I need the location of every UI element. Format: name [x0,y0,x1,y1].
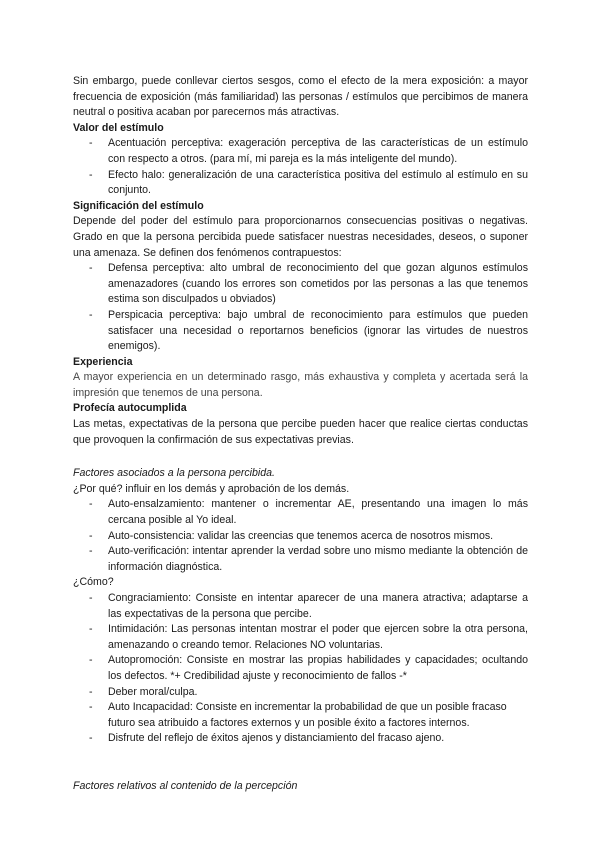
spacer [73,747,528,779]
list-item: - Auto-verificación: intentar aprender la verdad sobre uno mismo mediante la obtención de información diagnóstica. [89,545,528,573]
experiencia-paragraph: A mayor experiencia en un determinado rasgo, más exhaustiva y completa y acertada será la impresión que tenemos de una persona. [73,371,528,399]
dash-bullet: - [89,701,93,714]
section-title-contenido-percepcion: Factores relativos al contenido de la percepción [73,779,298,792]
section-title-persona-percibida: Factores asociados a la persona percibida. [73,467,275,480]
intro-paragraph: Sin embargo, puede conllevar ciertos sesgos, como el efecto de la mera exposición: a mayor frecuencia de exposición (más familiaridad) las personas / estímulos que percibimos de manera neutral o positiva acaban por parecernos más atractivas. [73,75,528,119]
dash-bullet: - [89,623,93,636]
dash-bullet: - [89,732,93,745]
why-list [73,497,528,575]
heading-valor-estimulo: Valor del estímulo [73,121,164,134]
dash-bullet: - [89,529,93,542]
list-item: - Disfrute del reflejo de éxitos ajenos y distanciamiento del fracaso ajeno. [73,731,528,747]
dash-bullet: - [89,308,93,321]
dash-bullet: - [89,685,93,698]
heading-significacion: Significación del estímulo [73,199,204,212]
dash-bullet: - [89,262,93,275]
list-item: - Acentuación perceptiva: exageración perceptiva de las características de un estímulo con respecto a otros. (para mí, mi pareja es la más inteligente del mundo). [89,137,528,165]
dash-bullet: - [89,498,93,511]
dash-bullet: - [89,592,93,604]
how-list [73,591,528,747]
significacion-paragraph: Depende del poder del estímulo para proporcionarnos consecuencias positivas o negativas. Grado en que la persona percibida puede satisfacer nuestras necesidades, deseos, o suponer una amenaza. Se definen dos fenómenos contrapuestos: [73,215,528,259]
list-item: - Auto-consistencia: validar las creencias que tenemos acerca de nosotros mismos. [73,529,528,545]
heading-profecia: Profecía autocumplida [73,402,187,415]
list-item: - Auto Incapacidad: Consiste en incrementar la probabilidad de que un posible fracaso futuro sea atribuido a factores externos y un posible éxito a factores internos. [89,701,507,729]
list-item: - Congraciamiento: Consiste en intentar aparecer de una manera atractiva; adaptarse a las expectativas de la persona que percibe. [89,592,528,620]
list-item: - Efecto halo: generalización de una característica positiva del estímulo al estímulo en su conjunto. [89,168,528,197]
valor-list [73,136,528,198]
how-line: ¿Cómo? [73,576,114,589]
list-item: - Deber moral/culpa. [73,685,528,701]
list-item: - Perspicacia perceptiva: bajo umbral de reconocimiento para estímulos que pueden satisfacer una necesidad o reportarnos beneficios (ignorar las virtudes de nuestros enemigos). [89,308,528,353]
dash-bullet: - [89,545,93,558]
significacion-list [73,261,528,355]
list-item: - Intimidación: Las personas intentan mostrar el poder que ejercen sobre la otra persona, amenazando o creando temor. Relaciones NO voluntarias. [89,623,528,651]
profecia-paragraph: Las metas, expectativas de la persona que percibe pueden hacer que realice ciertas conductas que provoquen la confirmación de sus expectativas previas. [73,418,528,446]
document-page [73,74,528,795]
dash-bullet: - [89,168,93,181]
dash-bullet: - [89,654,93,667]
list-item: - Auto-ensalzamiento: mantener o incrementar AE, presentando una imagen lo más cercana posible al Yo ideal. [89,498,528,527]
spacer [73,448,528,466]
why-line: ¿Por qué? influir en los demás y aprobación de los demás. [73,482,350,495]
list-item: - Defensa perceptiva: alto umbral de reconocimiento del que gozan algunos estímulos amenazadores (cuando los errores son cometidos por las personas a las que tenemos estima son disculpados u obviados) [89,262,528,306]
dash-bullet: - [89,137,93,150]
list-item: - Autopromoción: Consiste en mostrar las propias habilidades y capacidades; ocultando los defectos. *+ Credibilidad ajuste y reconocimiento de fallos -* [89,654,528,682]
heading-experiencia: Experiencia [73,355,133,368]
